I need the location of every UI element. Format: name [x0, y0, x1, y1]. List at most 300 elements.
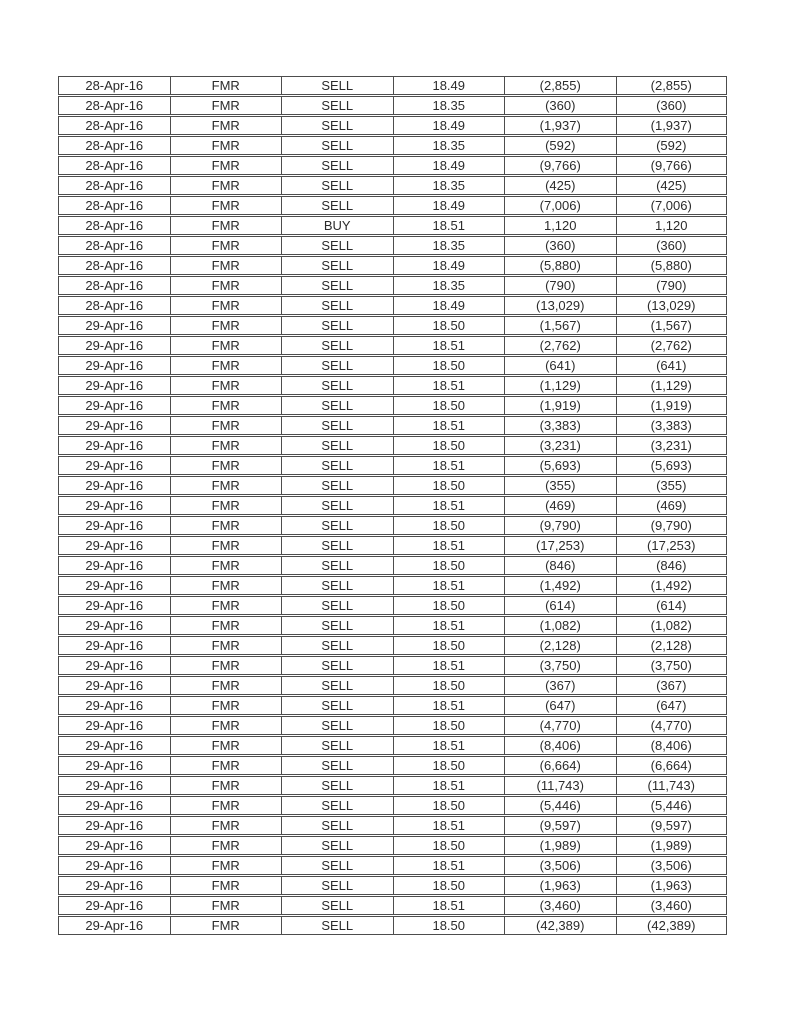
cell-quantity: (1,082) [504, 616, 616, 635]
cell-side: SELL [281, 156, 393, 175]
cell-date: 28-Apr-16 [58, 236, 170, 255]
cell-quantity: (9,597) [504, 816, 616, 835]
table-row [58, 776, 727, 795]
cell-quantity-2: (360) [616, 96, 728, 115]
cell-firm: FMR [170, 756, 282, 775]
cell-side: SELL [281, 536, 393, 555]
cell-side: SELL [281, 296, 393, 315]
cell-firm: FMR [170, 916, 282, 935]
table-row [58, 856, 727, 875]
cell-side: SELL [281, 456, 393, 475]
cell-date: 28-Apr-16 [58, 136, 170, 155]
cell-date: 29-Apr-16 [58, 316, 170, 335]
cell-quantity: (846) [504, 556, 616, 575]
cell-firm: FMR [170, 896, 282, 915]
cell-quantity: (614) [504, 596, 616, 615]
cell-quantity: (2,855) [504, 76, 616, 95]
cell-side: SELL [281, 256, 393, 275]
table-row [58, 756, 727, 775]
cell-quantity-2: (9,597) [616, 816, 728, 835]
table-row [58, 556, 727, 575]
cell-price: 18.51 [393, 416, 505, 435]
cell-firm: FMR [170, 556, 282, 575]
cell-quantity-2: (3,506) [616, 856, 728, 875]
cell-side: SELL [281, 316, 393, 335]
cell-date: 28-Apr-16 [58, 196, 170, 215]
cell-date: 29-Apr-16 [58, 396, 170, 415]
table-row [58, 136, 727, 155]
cell-quantity: (1,919) [504, 396, 616, 415]
cell-firm: FMR [170, 796, 282, 815]
cell-firm: FMR [170, 476, 282, 495]
cell-quantity: (9,790) [504, 516, 616, 535]
cell-quantity: (5,693) [504, 456, 616, 475]
cell-price: 18.51 [393, 456, 505, 475]
cell-price: 18.50 [393, 756, 505, 775]
cell-price: 18.50 [393, 476, 505, 495]
cell-quantity-2: (11,743) [616, 776, 728, 795]
cell-side: SELL [281, 916, 393, 935]
cell-quantity: 1,120 [504, 216, 616, 235]
cell-firm: FMR [170, 536, 282, 555]
table-row [58, 516, 727, 535]
cell-quantity-2: (1,919) [616, 396, 728, 415]
cell-side: SELL [281, 356, 393, 375]
cell-side: SELL [281, 756, 393, 775]
cell-firm: FMR [170, 516, 282, 535]
cell-side: SELL [281, 96, 393, 115]
cell-firm: FMR [170, 356, 282, 375]
cell-quantity: (1,492) [504, 576, 616, 595]
cell-price: 18.35 [393, 136, 505, 155]
cell-firm: FMR [170, 256, 282, 275]
cell-price: 18.51 [393, 736, 505, 755]
cell-quantity: (360) [504, 96, 616, 115]
cell-price: 18.35 [393, 176, 505, 195]
cell-date: 29-Apr-16 [58, 456, 170, 475]
table-row [58, 276, 727, 295]
cell-date: 29-Apr-16 [58, 856, 170, 875]
cell-quantity: (3,231) [504, 436, 616, 455]
cell-quantity: (469) [504, 496, 616, 515]
cell-firm: FMR [170, 856, 282, 875]
cell-quantity-2: 1,120 [616, 216, 728, 235]
table-row [58, 536, 727, 555]
cell-quantity-2: (5,446) [616, 796, 728, 815]
cell-date: 29-Apr-16 [58, 656, 170, 675]
cell-price: 18.50 [393, 556, 505, 575]
cell-quantity: (1,963) [504, 876, 616, 895]
cell-firm: FMR [170, 336, 282, 355]
cell-date: 29-Apr-16 [58, 896, 170, 915]
table-row [58, 196, 727, 215]
cell-date: 29-Apr-16 [58, 796, 170, 815]
cell-side: SELL [281, 596, 393, 615]
table-row [58, 416, 727, 435]
table-row [58, 696, 727, 715]
cell-price: 18.49 [393, 76, 505, 95]
cell-side: SELL [281, 836, 393, 855]
cell-quantity: (592) [504, 136, 616, 155]
table-row [58, 216, 727, 235]
cell-side: SELL [281, 496, 393, 515]
table-row [58, 316, 727, 335]
cell-firm: FMR [170, 116, 282, 135]
cell-quantity: (7,006) [504, 196, 616, 215]
cell-price: 18.50 [393, 876, 505, 895]
cell-quantity-2: (5,693) [616, 456, 728, 475]
cell-side: SELL [281, 276, 393, 295]
cell-quantity: (9,766) [504, 156, 616, 175]
cell-price: 18.49 [393, 296, 505, 315]
table-row [58, 76, 727, 95]
cell-side: SELL [281, 116, 393, 135]
table-row [58, 476, 727, 495]
cell-quantity: (6,664) [504, 756, 616, 775]
cell-price: 18.49 [393, 156, 505, 175]
cell-quantity-2: (3,750) [616, 656, 728, 675]
cell-firm: FMR [170, 876, 282, 895]
cell-date: 28-Apr-16 [58, 176, 170, 195]
cell-firm: FMR [170, 496, 282, 515]
cell-quantity-2: (1,937) [616, 116, 728, 135]
table-row [58, 796, 727, 815]
cell-quantity: (4,770) [504, 716, 616, 735]
cell-quantity: (42,389) [504, 916, 616, 935]
cell-quantity: (17,253) [504, 536, 616, 555]
cell-quantity-2: (3,231) [616, 436, 728, 455]
cell-quantity-2: (360) [616, 236, 728, 255]
table-row [58, 816, 727, 835]
cell-side: SELL [281, 196, 393, 215]
cell-date: 28-Apr-16 [58, 216, 170, 235]
cell-quantity-2: (2,128) [616, 636, 728, 655]
table-row [58, 616, 727, 635]
cell-firm: FMR [170, 576, 282, 595]
cell-side: SELL [281, 876, 393, 895]
cell-quantity: (1,937) [504, 116, 616, 135]
cell-date: 29-Apr-16 [58, 696, 170, 715]
cell-quantity-2: (13,029) [616, 296, 728, 315]
cell-date: 29-Apr-16 [58, 876, 170, 895]
cell-date: 29-Apr-16 [58, 816, 170, 835]
cell-price: 18.50 [393, 796, 505, 815]
cell-price: 18.51 [393, 616, 505, 635]
cell-firm: FMR [170, 456, 282, 475]
cell-price: 18.49 [393, 196, 505, 215]
table-row [58, 456, 727, 475]
cell-quantity: (3,506) [504, 856, 616, 875]
cell-quantity-2: (846) [616, 556, 728, 575]
cell-quantity-2: (9,766) [616, 156, 728, 175]
table-row [58, 716, 727, 735]
cell-firm: FMR [170, 816, 282, 835]
cell-quantity-2: (3,460) [616, 896, 728, 915]
table-row [58, 876, 727, 895]
cell-quantity: (360) [504, 236, 616, 255]
cell-quantity-2: (1,129) [616, 376, 728, 395]
cell-firm: FMR [170, 396, 282, 415]
cell-firm: FMR [170, 736, 282, 755]
cell-quantity-2: (647) [616, 696, 728, 715]
table-row [58, 236, 727, 255]
cell-quantity: (647) [504, 696, 616, 715]
cell-quantity: (3,750) [504, 656, 616, 675]
cell-firm: FMR [170, 136, 282, 155]
cell-firm: FMR [170, 176, 282, 195]
cell-quantity: (13,029) [504, 296, 616, 315]
cell-side: SELL [281, 76, 393, 95]
cell-date: 28-Apr-16 [58, 116, 170, 135]
cell-side: SELL [281, 636, 393, 655]
cell-quantity: (367) [504, 676, 616, 695]
cell-date: 29-Apr-16 [58, 716, 170, 735]
cell-side: SELL [281, 476, 393, 495]
table-row [58, 676, 727, 695]
table-row [58, 436, 727, 455]
cell-price: 18.50 [393, 316, 505, 335]
cell-price: 18.50 [393, 596, 505, 615]
cell-date: 29-Apr-16 [58, 756, 170, 775]
cell-side: SELL [281, 796, 393, 815]
cell-price: 18.51 [393, 696, 505, 715]
cell-side: SELL [281, 376, 393, 395]
cell-price: 18.35 [393, 96, 505, 115]
cell-date: 29-Apr-16 [58, 596, 170, 615]
cell-quantity-2: (1,963) [616, 876, 728, 895]
cell-quantity-2: (5,880) [616, 256, 728, 275]
cell-date: 29-Apr-16 [58, 516, 170, 535]
cell-date: 29-Apr-16 [58, 736, 170, 755]
cell-price: 18.50 [393, 676, 505, 695]
cell-date: 28-Apr-16 [58, 96, 170, 115]
cell-price: 18.51 [393, 216, 505, 235]
cell-side: SELL [281, 436, 393, 455]
cell-date: 29-Apr-16 [58, 776, 170, 795]
cell-firm: FMR [170, 376, 282, 395]
cell-firm: FMR [170, 96, 282, 115]
cell-quantity: (641) [504, 356, 616, 375]
cell-date: 29-Apr-16 [58, 636, 170, 655]
cell-side: SELL [281, 896, 393, 915]
cell-side: SELL [281, 716, 393, 735]
cell-date: 28-Apr-16 [58, 256, 170, 275]
cell-side: SELL [281, 736, 393, 755]
cell-quantity: (1,989) [504, 836, 616, 855]
cell-date: 29-Apr-16 [58, 576, 170, 595]
cell-quantity: (8,406) [504, 736, 616, 755]
cell-price: 18.51 [393, 816, 505, 835]
cell-date: 29-Apr-16 [58, 416, 170, 435]
cell-price: 18.49 [393, 116, 505, 135]
cell-quantity-2: (425) [616, 176, 728, 195]
cell-price: 18.51 [393, 336, 505, 355]
table-row [58, 376, 727, 395]
cell-side: SELL [281, 576, 393, 595]
cell-price: 18.35 [393, 276, 505, 295]
cell-quantity-2: (2,855) [616, 76, 728, 95]
cell-price: 18.51 [393, 656, 505, 675]
cell-side: BUY [281, 216, 393, 235]
table-row [58, 296, 727, 315]
cell-quantity-2: (1,989) [616, 836, 728, 855]
cell-date: 29-Apr-16 [58, 676, 170, 695]
table-row [58, 356, 727, 375]
cell-side: SELL [281, 416, 393, 435]
table-row [58, 396, 727, 415]
cell-quantity-2: (2,762) [616, 336, 728, 355]
cell-side: SELL [281, 236, 393, 255]
cell-quantity-2: (9,790) [616, 516, 728, 535]
cell-quantity-2: (17,253) [616, 536, 728, 555]
cell-side: SELL [281, 616, 393, 635]
cell-firm: FMR [170, 836, 282, 855]
trade-table [58, 75, 727, 936]
cell-quantity-2: (790) [616, 276, 728, 295]
cell-quantity-2: (3,383) [616, 416, 728, 435]
cell-date: 29-Apr-16 [58, 476, 170, 495]
cell-date: 29-Apr-16 [58, 556, 170, 575]
cell-quantity-2: (641) [616, 356, 728, 375]
trade-table-body [58, 76, 727, 935]
cell-quantity: (790) [504, 276, 616, 295]
cell-quantity-2: (8,406) [616, 736, 728, 755]
table-row [58, 636, 727, 655]
cell-price: 18.51 [393, 376, 505, 395]
table-row [58, 176, 727, 195]
cell-quantity: (425) [504, 176, 616, 195]
table-row [58, 116, 727, 135]
cell-quantity-2: (7,006) [616, 196, 728, 215]
cell-quantity: (1,129) [504, 376, 616, 395]
cell-price: 18.50 [393, 396, 505, 415]
cell-date: 28-Apr-16 [58, 296, 170, 315]
cell-firm: FMR [170, 716, 282, 735]
cell-firm: FMR [170, 656, 282, 675]
table-row [58, 656, 727, 675]
table-row [58, 256, 727, 275]
cell-quantity-2: (6,664) [616, 756, 728, 775]
cell-side: SELL [281, 556, 393, 575]
cell-price: 18.50 [393, 516, 505, 535]
cell-price: 18.51 [393, 576, 505, 595]
cell-quantity: (11,743) [504, 776, 616, 795]
cell-firm: FMR [170, 436, 282, 455]
cell-quantity: (2,128) [504, 636, 616, 655]
table-row [58, 156, 727, 175]
cell-quantity: (1,567) [504, 316, 616, 335]
cell-date: 29-Apr-16 [58, 916, 170, 935]
cell-quantity: (3,383) [504, 416, 616, 435]
cell-price: 18.50 [393, 356, 505, 375]
cell-quantity-2: (1,082) [616, 616, 728, 635]
cell-quantity-2: (367) [616, 676, 728, 695]
cell-side: SELL [281, 656, 393, 675]
cell-price: 18.51 [393, 496, 505, 515]
cell-side: SELL [281, 676, 393, 695]
cell-side: SELL [281, 516, 393, 535]
cell-firm: FMR [170, 276, 282, 295]
cell-date: 29-Apr-16 [58, 336, 170, 355]
cell-price: 18.50 [393, 716, 505, 735]
cell-price: 18.50 [393, 916, 505, 935]
cell-firm: FMR [170, 236, 282, 255]
cell-quantity: (5,446) [504, 796, 616, 815]
table-row [58, 496, 727, 515]
cell-price: 18.49 [393, 256, 505, 275]
cell-date: 29-Apr-16 [58, 356, 170, 375]
cell-price: 18.51 [393, 856, 505, 875]
table-row [58, 896, 727, 915]
table-row [58, 736, 727, 755]
cell-side: SELL [281, 856, 393, 875]
cell-side: SELL [281, 816, 393, 835]
cell-quantity-2: (4,770) [616, 716, 728, 735]
cell-quantity: (5,880) [504, 256, 616, 275]
cell-firm: FMR [170, 216, 282, 235]
cell-firm: FMR [170, 196, 282, 215]
cell-date: 29-Apr-16 [58, 436, 170, 455]
table-row [58, 836, 727, 855]
cell-quantity: (355) [504, 476, 616, 495]
cell-side: SELL [281, 136, 393, 155]
table-row [58, 576, 727, 595]
cell-quantity-2: (355) [616, 476, 728, 495]
cell-side: SELL [281, 336, 393, 355]
cell-firm: FMR [170, 156, 282, 175]
cell-firm: FMR [170, 696, 282, 715]
cell-price: 18.50 [393, 636, 505, 655]
cell-side: SELL [281, 696, 393, 715]
cell-date: 29-Apr-16 [58, 616, 170, 635]
cell-date: 29-Apr-16 [58, 836, 170, 855]
cell-date: 29-Apr-16 [58, 536, 170, 555]
cell-quantity: (3,460) [504, 896, 616, 915]
cell-firm: FMR [170, 676, 282, 695]
cell-firm: FMR [170, 616, 282, 635]
cell-side: SELL [281, 396, 393, 415]
cell-firm: FMR [170, 296, 282, 315]
cell-date: 29-Apr-16 [58, 376, 170, 395]
cell-quantity-2: (614) [616, 596, 728, 615]
cell-quantity-2: (469) [616, 496, 728, 515]
cell-price: 18.50 [393, 436, 505, 455]
cell-quantity-2: (1,492) [616, 576, 728, 595]
cell-price: 18.51 [393, 896, 505, 915]
cell-firm: FMR [170, 416, 282, 435]
cell-quantity: (2,762) [504, 336, 616, 355]
cell-quantity-2: (1,567) [616, 316, 728, 335]
cell-firm: FMR [170, 636, 282, 655]
cell-price: 18.35 [393, 236, 505, 255]
cell-side: SELL [281, 176, 393, 195]
cell-date: 29-Apr-16 [58, 496, 170, 515]
cell-side: SELL [281, 776, 393, 795]
cell-date: 28-Apr-16 [58, 276, 170, 295]
cell-price: 18.51 [393, 536, 505, 555]
cell-quantity-2: (592) [616, 136, 728, 155]
table-row [58, 596, 727, 615]
table-row [58, 336, 727, 355]
cell-date: 28-Apr-16 [58, 76, 170, 95]
table-row [58, 96, 727, 115]
cell-quantity-2: (42,389) [616, 916, 728, 935]
cell-price: 18.51 [393, 776, 505, 795]
cell-firm: FMR [170, 316, 282, 335]
cell-date: 28-Apr-16 [58, 156, 170, 175]
cell-firm: FMR [170, 596, 282, 615]
cell-firm: FMR [170, 76, 282, 95]
